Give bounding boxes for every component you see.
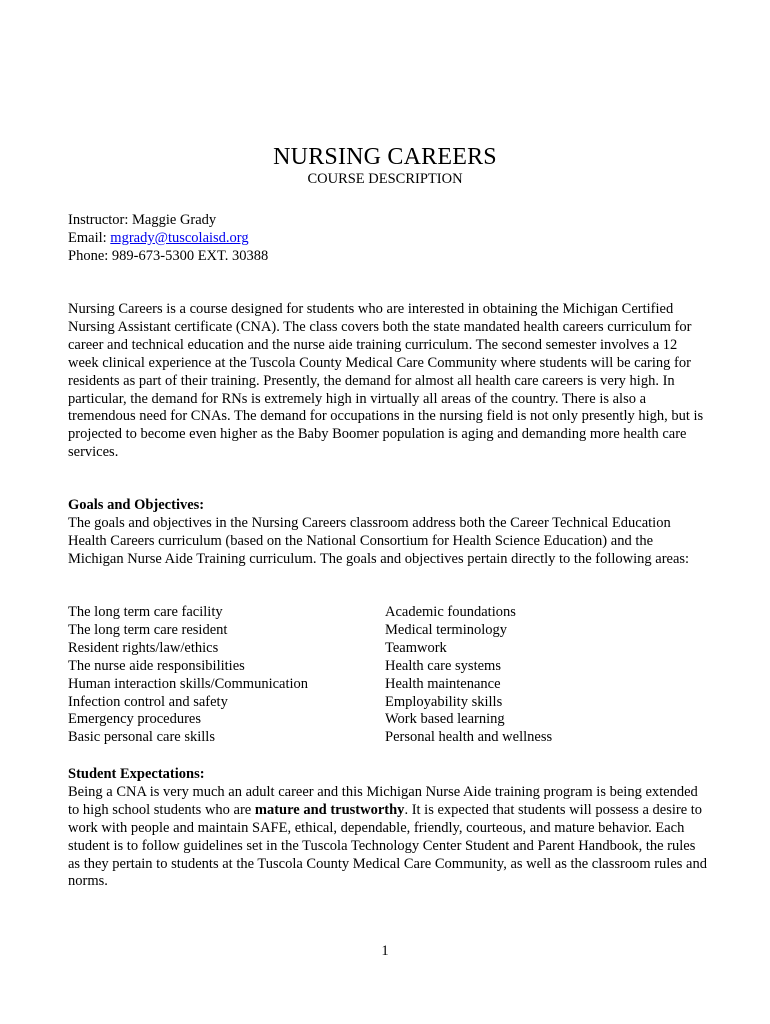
expectations-section [68, 766, 708, 891]
topics-left-column [68, 604, 368, 747]
expectations-text-start: Being a CNA is very much an adult career and this Michigan Nurse Aide training program is being extended to high school students who are [68, 783, 698, 818]
phone-line [68, 248, 708, 266]
email-label: Email: [68, 229, 111, 246]
expectations-paragraph [68, 784, 708, 891]
goals-heading: Goals and Objectives: [68, 497, 205, 513]
intro-paragraph: Nursing Careers is a course designed for students who are interested in obtaining the Michigan Certified Nursing Assistant certificate (CNA). The class covers both the state mandated health careers curriculum for career and technical education and the nurse aide training curriculum. The second semester involves a 12 week clinical experience at the Tuscola County Medical Care Community where students will be caring for residents as part of their training. Presently, the demand for almost all health care careers is very high. In particular, the demand for RNs is extremely high in virtually all areas of the country. There is also a tremendous need for CNAs. The demand for occupations in the nursing field is not only presently high, but is projected to become even higher as the Baby Boomer population is aging and demanding more health care services. [68, 301, 704, 461]
topic-item: Health maintenance [385, 675, 501, 692]
topic-item: Emergency procedures [68, 711, 201, 728]
topic-item: The long term care facility [68, 604, 223, 620]
instructor-label: Instructor: [68, 212, 133, 228]
topic-item: Work based learning [385, 711, 505, 728]
instructor-line [68, 212, 708, 230]
contact-info [68, 212, 708, 266]
instructor-name: Maggie Grady [132, 212, 217, 228]
topic-item: Infection control and safety [68, 693, 228, 710]
topic-item: Employability skills [385, 693, 503, 710]
topic-item: The long term care resident [68, 621, 228, 638]
topic-item: The nurse aide responsibilities [68, 657, 245, 674]
email-link[interactable]: mgrady@tuscolaisd.org [110, 229, 249, 246]
phone-label: Phone: [68, 247, 112, 264]
topic-item: Basic personal care skills [68, 729, 215, 746]
phone-number: 989-673-5300 EXT. 30388 [111, 247, 269, 264]
goals-section [68, 497, 708, 569]
expectations-emphasis: mature and trustworthy [254, 801, 405, 818]
topic-item: Resident rights/law/ethics [68, 639, 219, 656]
document-subtitle: COURSE DESCRIPTION [307, 171, 463, 187]
topic-item: Human interaction skills/Communication [68, 675, 309, 692]
topic-item: Academic foundations [385, 604, 516, 620]
topic-item: Personal health and wellness [385, 729, 553, 746]
page-number: 1 [381, 943, 389, 959]
expectations-heading: Student Expectations: [68, 766, 205, 782]
topic-item: Health care systems [385, 657, 501, 674]
goals-paragraph: The goals and objectives in the Nursing Careers classroom address both the Career Technical Education Health Careers curriculum (based on the National Consortium for Health Science Education) and the Michigan Nurse Aide Training curriculum. The goals and objectives pertain directly to the following areas: [68, 514, 690, 567]
topic-item: Medical terminology [385, 621, 508, 638]
document-title: NURSING CAREERS [273, 144, 497, 170]
expectations-text-end: . It is expected that students will possess a desire to work with people and maintain SAFE, ethical, dependable, friendly, courteous, and mature behavior. Each student is to follow guidelines set in the Tuscola Technology Center Student and Parent Handbook, the rules as they pertain to students at the Tuscola County Medical Care Community, as well as the classroom rules and norms. [68, 801, 707, 890]
email-line [68, 230, 708, 248]
topics-right-column [385, 604, 685, 747]
topic-item: Teamwork [385, 639, 447, 656]
